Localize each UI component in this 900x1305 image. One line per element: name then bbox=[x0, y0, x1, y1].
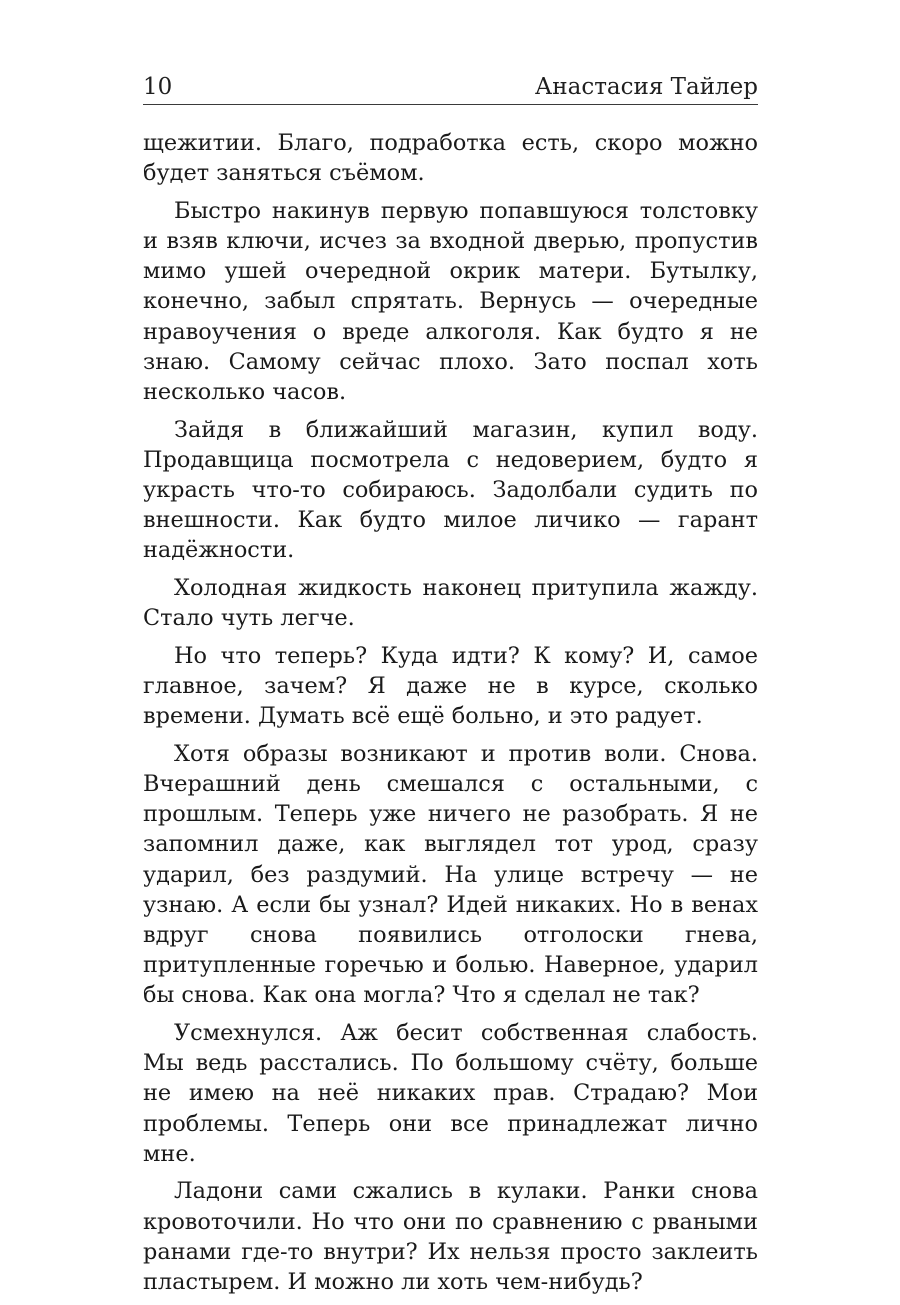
running-header bbox=[143, 66, 758, 102]
author-name: Анастасия Тайлер bbox=[534, 74, 758, 100]
paragraph-continued: щежитии. Благо, подработка есть, скоро можно будет заняться съёмом. bbox=[143, 130, 758, 187]
header-rule bbox=[143, 104, 758, 105]
paragraph: Быстро накинув первую попавшуюся толстовку и взяв ключи, исчез за входной дверью, пропустив мимо ушей очередной окрик матери. Бутылку, конечно, забыл спрятать. Вернусь — очередные нравоучения о вреде алкоголя. Как будто я не знаю. Самому сейчас плохо. Зато поспал хоть несколько часов. bbox=[143, 197, 758, 406]
paragraph: Ладони сами сжались в кулаки. Ранки снова кровоточили. Но что они по сравнению с рваными ранами где-то внутри? Их нельзя просто заклеить пластырем. И можно ли хоть чем-нибудь? bbox=[143, 1178, 758, 1296]
paragraph: Усмехнулся. Аж бесит собственная слабость. Мы ведь расстались. По большому счёту, больше не имею на неё никаких прав. Страдаю? Мои проблемы. Теперь они все принадлежат лично мне. bbox=[143, 1020, 758, 1167]
body-text bbox=[143, 128, 758, 1305]
paragraph: Но что теперь? Куда идти? К кому? И, самое главное, зачем? Я даже не в курсе, сколько времени. Думать всё ещё больно, и это радует. bbox=[143, 642, 758, 730]
paragraph: Зайдя в ближайший магазин, купил воду. Продавщица посмотрела с недоверием, будто я украсть что-то собираюсь. Задолбали судить по внешности. Как будто милое личико — гарант надёжности. bbox=[143, 416, 758, 564]
paragraph: Хотя образы возникают и против воли. Снова. Вчерашний день смешался с остальными, с прошлым. Теперь уже ничего не разобрать. Я не запомнил даже, как выглядел тот урод, сразу ударил, без раздумий. На улице встречу — не узнаю. А если бы узнал? Идей никаких. Но в венах вдруг снова появились отголоски гнева, притупленные горечью и болью. Наверное, ударил бы снова. Как она могла? Что я сделал не так? bbox=[143, 740, 758, 1009]
page-number: 10 bbox=[143, 74, 173, 100]
paragraph: Холодная жидкость наконец притупила жажду. Стало чуть легче. bbox=[143, 575, 758, 632]
